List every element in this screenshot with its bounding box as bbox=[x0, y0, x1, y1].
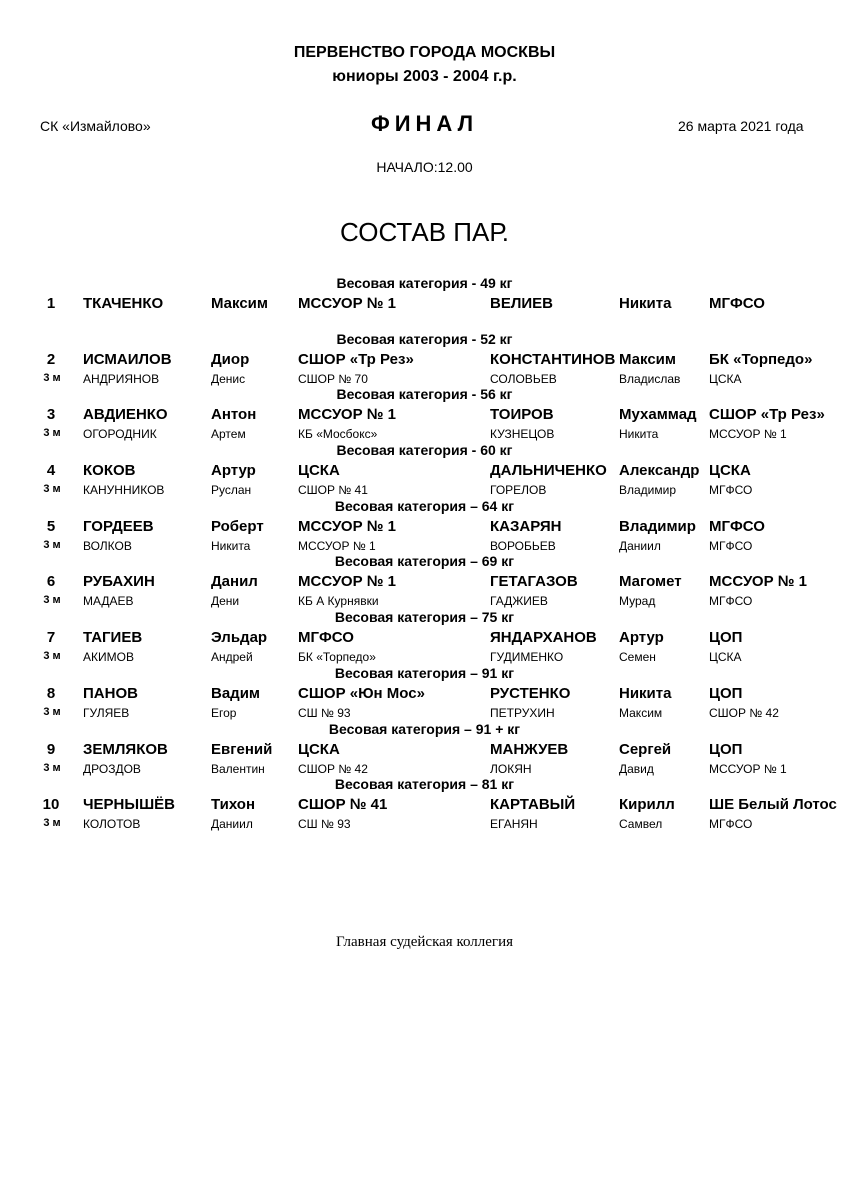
red-first-name: Вадим bbox=[211, 684, 261, 702]
red-last-name: РУБАХИН bbox=[83, 573, 155, 591]
final-pair-row bbox=[0, 462, 849, 482]
bout-block bbox=[0, 665, 849, 721]
blue-last-name: ГЕТАГАЗОВ bbox=[490, 573, 578, 591]
red-club: МССУОР № 1 bbox=[298, 406, 396, 424]
third-b-last-name: ГАДЖИЕВ bbox=[490, 594, 548, 609]
third-b-last-name: КУЗНЕЦОВ bbox=[490, 427, 555, 442]
third-a-first-name: Даниил bbox=[211, 817, 253, 832]
third-a-first-name: Руслан bbox=[211, 483, 252, 498]
bout-number: 2 bbox=[46, 350, 56, 368]
blue-first-name: Артур bbox=[619, 629, 664, 647]
red-club: СШОР «Тр Рез» bbox=[298, 350, 414, 368]
third-b-club: МГФСО bbox=[709, 538, 753, 553]
final-pair-row bbox=[0, 796, 849, 816]
third-b-club: МГФСО bbox=[709, 817, 753, 832]
third-b-club: МГФСО bbox=[709, 594, 753, 609]
third-b-last-name: ПЕТРУХИН bbox=[490, 705, 555, 720]
final-pair-row bbox=[0, 573, 849, 593]
judges-signature: Главная судейская коллегия bbox=[336, 934, 513, 950]
red-first-name: Тихон bbox=[211, 796, 256, 814]
blue-first-name: Мухаммад bbox=[619, 406, 697, 424]
weight-category: Весовая категория - 56 кг bbox=[336, 386, 513, 403]
weight-category: Весовая категория – 81 кг bbox=[334, 776, 515, 793]
third-b-club: МССУОР № 1 bbox=[709, 761, 787, 776]
third-b-club: МГФСО bbox=[709, 483, 753, 498]
blue-first-name: Никита bbox=[619, 684, 672, 702]
third-b-first-name: Владислав bbox=[619, 371, 681, 386]
third-a-first-name: Денис bbox=[211, 371, 246, 386]
third-place-row bbox=[0, 650, 849, 666]
bout-number: 1 bbox=[46, 295, 56, 312]
weight-category: Весовая категория – 91 + кг bbox=[328, 720, 521, 737]
red-first-name: Артур bbox=[211, 462, 256, 480]
third-b-club: МССУОР № 1 bbox=[709, 427, 787, 442]
third-place-label: 3 м bbox=[43, 650, 61, 663]
red-club: МССУОР № 1 bbox=[298, 517, 396, 535]
third-b-first-name: Самвел bbox=[619, 817, 663, 832]
blue-last-name: ДАЛЬНИЧЕНКО bbox=[490, 462, 607, 480]
third-place-label: 3 м bbox=[43, 538, 61, 551]
event-date: 26 марта 2021 года bbox=[678, 118, 804, 134]
third-place-label: 3 м bbox=[43, 371, 61, 384]
bout-block bbox=[0, 609, 849, 665]
third-b-club: СШОР № 42 bbox=[709, 705, 779, 720]
bout-number: 4 bbox=[46, 462, 56, 480]
third-place-label: 3 м bbox=[43, 483, 61, 496]
red-club: МГФСО bbox=[298, 629, 354, 647]
blue-last-name: ВЕЛИЕВ bbox=[490, 295, 553, 312]
third-place-label: 3 м bbox=[43, 761, 61, 774]
red-club: СШОР «Юн Мос» bbox=[298, 684, 425, 702]
blue-last-name: КОНСТАНТИНОВ bbox=[490, 350, 616, 368]
red-first-name: Данил bbox=[211, 573, 258, 591]
red-club: МССУОР № 1 bbox=[298, 573, 396, 591]
third-b-last-name: ГУДИМЕНКО bbox=[490, 650, 564, 665]
red-last-name: ТКАЧЕНКО bbox=[83, 295, 164, 312]
weight-category: Весовая категория – 64 кг bbox=[334, 497, 515, 514]
red-last-name: ПАНОВ bbox=[83, 684, 138, 702]
third-place-label: 3 м bbox=[43, 427, 61, 440]
final-pair-row bbox=[0, 741, 849, 761]
third-a-last-name: МАДАЕВ bbox=[83, 594, 134, 609]
bout-block bbox=[0, 776, 849, 832]
start-time: НАЧАЛО:12.00 bbox=[376, 159, 473, 175]
third-a-last-name: КАНУННИКОВ bbox=[83, 483, 165, 498]
blue-first-name: Максим bbox=[619, 350, 676, 368]
red-club: СШОР № 41 bbox=[298, 796, 388, 814]
event-title: ПЕРВЕНСТВО ГОРОДА МОСКВЫ bbox=[293, 44, 556, 61]
red-last-name: ТАГИЕВ bbox=[83, 629, 143, 647]
blue-first-name: Александр bbox=[619, 462, 700, 480]
bout-block bbox=[0, 553, 849, 609]
third-b-last-name: ЛОКЯН bbox=[490, 761, 532, 776]
red-last-name: ИСМАИЛОВ bbox=[83, 350, 172, 368]
blue-club: СШОР «Тр Рез» bbox=[709, 406, 825, 424]
final-pair-row bbox=[0, 518, 849, 538]
third-b-first-name: Давид bbox=[619, 761, 654, 776]
red-last-name: КОКОВ bbox=[83, 462, 136, 480]
third-b-first-name: Максим bbox=[619, 705, 663, 720]
third-b-last-name: ЕГАНЯН bbox=[490, 817, 538, 832]
red-last-name: ЧЕРНЫШЁВ bbox=[83, 796, 176, 814]
final-pair-row bbox=[0, 351, 849, 371]
blue-club: МГФСО bbox=[709, 295, 765, 312]
third-b-first-name: Никита bbox=[619, 427, 659, 442]
blue-club: МССУОР № 1 bbox=[709, 573, 807, 591]
third-a-first-name: Никита bbox=[211, 538, 251, 553]
stage-title: ФИНАЛ bbox=[370, 111, 479, 136]
third-place-row bbox=[0, 427, 849, 443]
blue-first-name: Сергей bbox=[619, 740, 672, 758]
third-a-club: СШ № 93 bbox=[298, 817, 351, 832]
third-b-club: ЦСКА bbox=[709, 371, 742, 386]
bout-number: 3 bbox=[46, 406, 56, 424]
blue-last-name: ТОИРОВ bbox=[490, 406, 554, 424]
third-b-first-name: Семен bbox=[619, 650, 656, 665]
third-a-club: СШ № 93 bbox=[298, 705, 351, 720]
weight-category: Весовая категория - 60 кг bbox=[336, 442, 513, 459]
third-a-last-name: ГУЛЯЕВ bbox=[83, 705, 130, 720]
third-a-club: СШОР № 42 bbox=[298, 761, 368, 776]
red-club: ЦСКА bbox=[298, 462, 340, 480]
blue-first-name: Владимир bbox=[619, 517, 696, 535]
third-place-row bbox=[0, 483, 849, 499]
third-a-club: СШОР № 41 bbox=[298, 483, 368, 498]
third-a-club: МССУОР № 1 bbox=[298, 538, 376, 553]
third-b-first-name: Даниил bbox=[619, 538, 661, 553]
red-last-name: ГОРДЕЕВ bbox=[83, 517, 154, 535]
red-last-name: АВДИЕНКО bbox=[83, 406, 168, 424]
red-first-name: Роберт bbox=[211, 517, 264, 535]
third-a-first-name: Дени bbox=[211, 594, 240, 609]
third-a-last-name: АНДРИЯНОВ bbox=[83, 371, 160, 386]
third-a-first-name: Егор bbox=[211, 705, 237, 720]
blue-club: ШЕ Белый Лотос bbox=[709, 796, 837, 814]
blue-first-name: Никита bbox=[619, 295, 672, 312]
third-b-club: ЦСКА bbox=[709, 650, 742, 665]
blue-first-name: Магомет bbox=[619, 573, 682, 591]
blue-club: ЦОП bbox=[709, 740, 743, 758]
pairs-heading: СОСТАВ ПАР. bbox=[340, 217, 509, 247]
blue-club: МГФСО bbox=[709, 517, 765, 535]
blue-last-name: КАРТАВЫЙ bbox=[490, 796, 576, 814]
bout-block bbox=[0, 331, 849, 387]
third-b-first-name: Мурад bbox=[619, 594, 656, 609]
bout-number: 7 bbox=[46, 629, 56, 647]
third-place-row bbox=[0, 706, 849, 722]
final-pair-row bbox=[0, 406, 849, 426]
red-club: ЦСКА bbox=[298, 740, 340, 758]
red-club: МССУОР № 1 bbox=[298, 295, 396, 312]
blue-club: ЦОП bbox=[709, 684, 743, 702]
weight-category: Весовая категория – 75 кг bbox=[334, 609, 515, 626]
third-place-row bbox=[0, 539, 849, 555]
bout-block bbox=[0, 442, 849, 498]
bout-block bbox=[0, 498, 849, 554]
bout-number: 5 bbox=[46, 517, 56, 535]
blue-last-name: РУСТЕНКО bbox=[490, 684, 571, 702]
third-a-first-name: Валентин bbox=[211, 761, 265, 776]
third-a-last-name: ДРОЗДОВ bbox=[83, 761, 141, 776]
final-pair-row bbox=[0, 629, 849, 649]
third-a-last-name: КОЛОТОВ bbox=[83, 817, 141, 832]
red-first-name: Диор bbox=[211, 350, 250, 368]
age-group-subtitle: юниоры 2003 - 2004 г.р. bbox=[332, 68, 517, 85]
third-place-row bbox=[0, 594, 849, 610]
red-first-name: Евгений bbox=[211, 740, 273, 758]
third-a-club: БК «Торпедо» bbox=[298, 650, 376, 665]
third-b-last-name: СОЛОВЬЕВ bbox=[490, 371, 557, 386]
blue-first-name: Кирилл bbox=[619, 796, 675, 814]
weight-category: Весовая категория - 49 кг bbox=[336, 275, 513, 291]
bout-number: 6 bbox=[46, 573, 56, 591]
weight-category: Весовая категория - 52 кг bbox=[336, 330, 513, 347]
third-a-club: КБ А Курнявки bbox=[298, 594, 379, 609]
blue-last-name: ЯНДАРХАНОВ bbox=[490, 629, 597, 647]
third-a-first-name: Артем bbox=[211, 427, 246, 442]
third-b-first-name: Владимир bbox=[619, 483, 677, 498]
blue-club: ЦОП bbox=[709, 629, 743, 647]
third-a-last-name: АКИМОВ bbox=[83, 650, 134, 665]
bouts-list bbox=[0, 275, 849, 832]
third-place-label: 3 м bbox=[43, 817, 61, 830]
third-a-club: СШОР № 70 bbox=[298, 371, 368, 386]
third-a-club: КБ «Мосбокс» bbox=[298, 427, 378, 442]
red-first-name: Антон bbox=[211, 406, 257, 424]
blue-last-name: КАЗАРЯН bbox=[490, 517, 562, 535]
third-a-last-name: ОГОРОДНИК bbox=[83, 427, 157, 442]
red-first-name: Максим bbox=[211, 295, 268, 312]
third-place-row bbox=[0, 817, 849, 833]
blue-last-name: МАНЖУЕВ bbox=[490, 740, 569, 758]
weight-category: Весовая категория – 69 кг bbox=[334, 553, 515, 570]
bout-number: 10 bbox=[42, 796, 60, 814]
third-place-label: 3 м bbox=[43, 705, 61, 718]
venue-club: СК «Измайлово» bbox=[40, 118, 151, 134]
third-place-row bbox=[0, 372, 849, 388]
third-b-last-name: ГОРЕЛОВ bbox=[490, 483, 547, 498]
final-pair-row bbox=[0, 295, 849, 315]
red-first-name: Эльдар bbox=[211, 629, 268, 647]
third-b-last-name: ВОРОБЬЕВ bbox=[490, 538, 556, 553]
bout-block bbox=[0, 721, 849, 777]
bout-block bbox=[0, 275, 849, 331]
third-place-label: 3 м bbox=[43, 594, 61, 607]
blue-club: БК «Торпедо» bbox=[709, 350, 813, 368]
third-a-first-name: Андрей bbox=[211, 650, 253, 665]
third-place-row bbox=[0, 762, 849, 778]
red-last-name: ЗЕМЛЯКОВ bbox=[83, 740, 168, 758]
third-a-last-name: ВОЛКОВ bbox=[83, 538, 132, 553]
blue-club: ЦСКА bbox=[709, 462, 751, 480]
weight-category: Весовая категория – 91 кг bbox=[334, 664, 515, 681]
bout-number: 9 bbox=[46, 740, 56, 758]
bout-block bbox=[0, 386, 849, 442]
bout-number: 8 bbox=[46, 684, 56, 702]
final-pair-row bbox=[0, 685, 849, 705]
